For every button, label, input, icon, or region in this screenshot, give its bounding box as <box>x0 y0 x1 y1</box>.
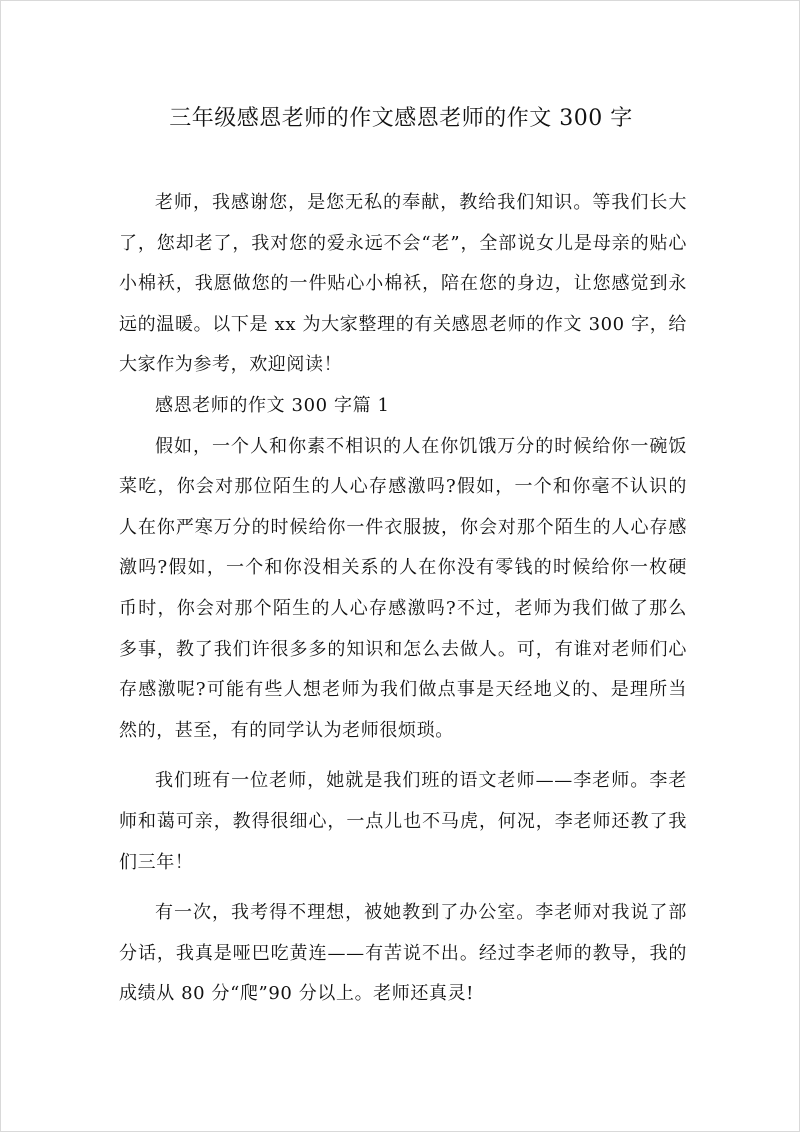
section-heading: 感恩老师的作文 300 字篇 1 <box>155 394 390 416</box>
document-title: 三年级感恩老师的作文感恩老师的作文 300 字 <box>169 106 633 131</box>
paragraph-2: 我们班有一位老师，她就是我们班的语文老师——李老师。李老师和蔼可亲，教得很细心，一点儿也不马虎，何况，李老师还教了我们三年！ <box>119 770 687 873</box>
paragraph-intro: 老师，我感谢您，是您无私的奉献，教给我们知识。等我们长大了，您却老了，我对您的爱永远不会“老”，全部说女儿是母亲的贴心小棉袄，我愿做您的一件贴心小棉袄，陪在您的身边，让您感觉到永远的温暖。以下是 xx 为大家整理的有关感恩老师的作文 300 字，给大家作为参考，欢迎阅读！ <box>119 192 687 376</box>
document-body <box>119 183 687 1015</box>
paragraph-3: 有一次，我考得不理想，被她教到了办公室。李老师对我说了部分话，我真是哑巴吃黄连——有苦说不出。经过李老师的教导，我的成绩从 80 分“爬”90 分以上。老师还真灵! <box>119 902 687 1005</box>
paragraph-1: 假如，一个人和你素不相识的人在你饥饿万分的时候给你一碗饭菜吃，你会对那位陌生的人心存感激吗?假如，一个和你毫不认识的人在你严寒万分的时候给你一件衣服披，你会对那个陌生的人心存感激吗?假如，一个和你没相关系的人在你没有零钱的时候给你一枚硬币时，你会对那个陌生的人心存感激吗?不过，老师为我们做了那么多事，教了我们许很多多的知识和怎么去做人。可，有谁对老师们心存感激呢?可能有些人想老师为我们做点事是天经地义的、是理所当然的，甚至，有的同学认为老师很烦琐。 <box>119 435 687 741</box>
